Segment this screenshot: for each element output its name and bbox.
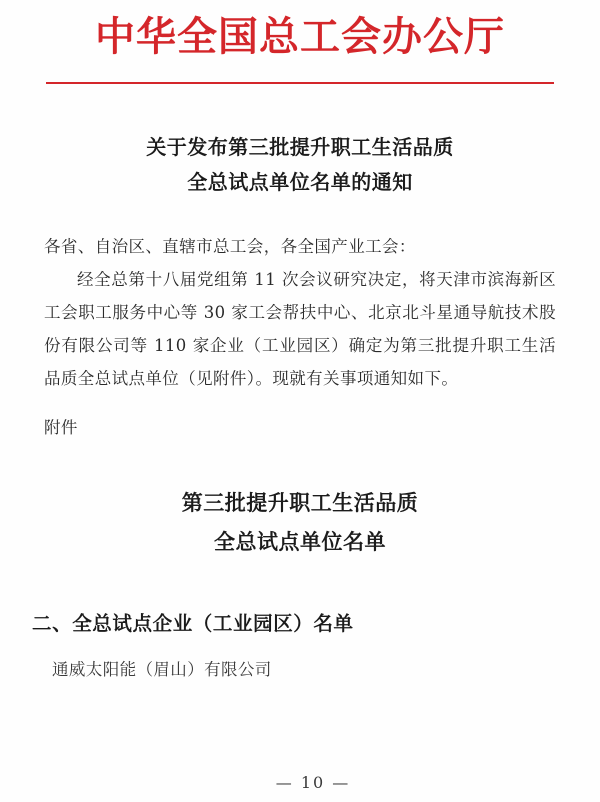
attachment-title-line-2: 全总试点单位名单 xyxy=(214,528,386,554)
attachment-title xyxy=(0,484,600,562)
section-heading: 二、全总试点企业（工业园区）名单 xyxy=(32,611,354,635)
list-item: 通威太阳能（眉山）有限公司 xyxy=(52,659,272,679)
salutation: 各省、自治区、直辖市总工会，各全国产业工会： xyxy=(44,237,416,256)
attachment-label: 附件 xyxy=(44,418,78,437)
letterhead-organization: 中华全国总工会办公厅 xyxy=(95,13,505,60)
attachment-title-line-1: 第三批提升职工生活品质 xyxy=(181,490,419,515)
page-title xyxy=(0,130,600,200)
letterhead xyxy=(0,0,600,84)
page-number: — 10 — xyxy=(275,773,351,792)
body-paragraph-1: 经全总第十八届党组第 11 次会议研究决定，将天津市滨海新区工会职工服务中心等 30 家工会帮扶中心、北京北斗星通导航技术股份有限公司等 110 家企业（工业园区）确定为第三批提升职工生活品质全总试点单位（见附件）。现就有关事项通知如下。 xyxy=(44,270,556,388)
letterhead-divider xyxy=(46,82,554,84)
page-title-line-1: 关于发布第三批提升职工生活品质 xyxy=(146,135,454,159)
document-body xyxy=(0,230,600,395)
page-title-line-2: 全总试点单位名单的通知 xyxy=(187,170,413,194)
